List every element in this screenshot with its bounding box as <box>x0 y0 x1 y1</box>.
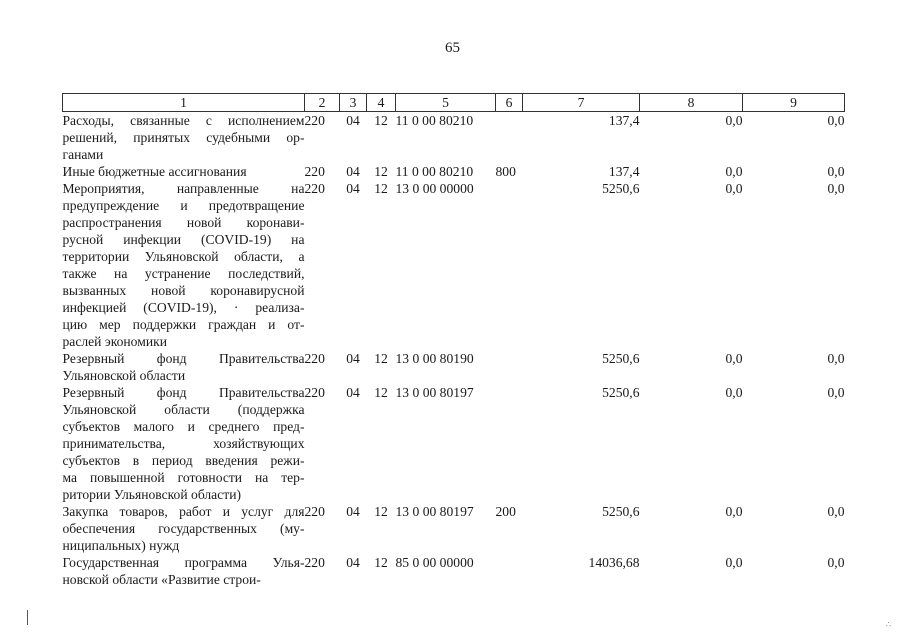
item-name-line: Государственная программа Улья- <box>62 555 305 570</box>
item-name-line: ниципальных) нужд <box>62 538 180 553</box>
subsection-cell: 12 <box>374 555 388 570</box>
item-name-cell <box>63 350 305 384</box>
amount-col9-cell: 0,0 <box>827 555 845 570</box>
section-cell: 04 <box>346 555 360 570</box>
ministry-code-cell: 220 <box>304 351 325 366</box>
column-header-5: 5 <box>396 94 496 112</box>
section-cell: 04 <box>346 181 360 196</box>
item-name-cell <box>63 503 305 554</box>
item-name-line: русной инфекции (COVID-19) на <box>62 232 305 247</box>
table-row <box>63 554 845 588</box>
expense-type-cell: 800 <box>495 164 516 179</box>
page-number: 65 <box>445 40 460 56</box>
column-header-3: 3 <box>340 94 367 112</box>
item-name-line: ритории Ульяновской области) <box>62 487 241 502</box>
amount-col9-cell: 0,0 <box>827 113 845 128</box>
item-name-line: субъектов малого и среднего пред- <box>62 419 305 434</box>
corner-mark: ∴ <box>885 620 891 629</box>
section-cell: 04 <box>346 504 360 519</box>
table-row <box>63 112 845 164</box>
column-header-4: 4 <box>367 94 396 112</box>
item-name-line: предупреждение и предотвращение <box>62 198 305 213</box>
column-header-8: 8 <box>640 94 743 112</box>
amount-col8-cell: 0,0 <box>725 164 743 179</box>
amount-col8-cell: 0,0 <box>725 555 743 570</box>
target-article-cell: 85 0 00 00000 <box>395 555 474 570</box>
subsection-cell: 12 <box>374 164 388 179</box>
item-name-line: Ульяновской области (поддержка <box>62 402 305 417</box>
amount-col9-cell: 0,0 <box>827 385 845 400</box>
table-row <box>63 163 845 180</box>
item-name-line: Резервный фонд Правительства <box>62 385 305 400</box>
amount-col8-cell: 0,0 <box>725 113 743 128</box>
amount-col7-cell: 137,4 <box>608 113 640 128</box>
amount-col9-cell: 0,0 <box>827 181 845 196</box>
expense-type-cell <box>496 554 523 588</box>
amount-col8-cell: 0,0 <box>725 385 743 400</box>
expense-type-cell <box>496 350 523 384</box>
amount-col7-cell: 5250,6 <box>602 385 640 400</box>
table-row <box>63 384 845 503</box>
item-name-line: также на устранение последствий, <box>62 266 305 281</box>
table-row <box>63 180 845 350</box>
item-name-line: распространения новой коронави- <box>62 215 305 230</box>
expense-type-cell <box>496 180 523 350</box>
item-name-line: Резервный фонд Правительства <box>62 351 305 366</box>
item-name-line: решений, принятых судебными ор- <box>62 130 305 145</box>
table-body <box>63 112 845 589</box>
item-name-line: обеспечения государственных (му- <box>62 521 305 536</box>
section-cell: 04 <box>346 113 360 128</box>
ministry-code-cell: 220 <box>304 164 325 179</box>
expense-type-cell <box>496 384 523 503</box>
ministry-code-cell: 220 <box>304 113 325 128</box>
column-header-6: 6 <box>496 94 523 112</box>
item-name-line: ма повышенной готовности на тер- <box>62 470 305 485</box>
column-header-1: 1 <box>63 94 305 112</box>
item-name-line: субъектов в период введения режи- <box>62 453 305 468</box>
expense-type-cell: 200 <box>495 504 516 519</box>
amount-col8-cell: 0,0 <box>725 181 743 196</box>
amount-col9-cell: 0,0 <box>827 164 845 179</box>
expense-type-cell <box>496 112 523 164</box>
amount-col9-cell: 0,0 <box>827 351 845 366</box>
item-name-line: вызванных новой коронавирусной <box>62 283 305 298</box>
item-name-line: ганами <box>62 147 104 162</box>
item-name-line: территории Ульяновской области, а <box>62 249 305 264</box>
target-article-cell: 13 0 00 00000 <box>395 181 474 196</box>
target-article-cell: 13 0 00 80190 <box>395 351 474 366</box>
target-article-cell: 11 0 00 80210 <box>395 113 474 128</box>
subsection-cell: 12 <box>374 504 388 519</box>
target-article-cell: 11 0 00 80210 <box>395 164 474 179</box>
item-name-line: Мероприятия, направленные на <box>62 181 305 196</box>
item-name-cell <box>63 180 305 350</box>
target-article-cell: 13 0 00 80197 <box>395 504 474 519</box>
table-row <box>63 503 845 554</box>
section-cell: 04 <box>346 385 360 400</box>
item-name-line: Ульяновской области <box>62 368 186 383</box>
section-cell: 04 <box>346 351 360 366</box>
item-name-line: цию мер поддержки граждан и от- <box>62 317 305 332</box>
ministry-code-cell: 220 <box>304 181 325 196</box>
column-header-9: 9 <box>743 94 845 112</box>
item-name-line: новской области «Развитие строи- <box>62 572 261 587</box>
amount-col9-cell: 0,0 <box>827 504 845 519</box>
ministry-code-cell: 220 <box>304 504 325 519</box>
subsection-cell: 12 <box>374 351 388 366</box>
header-row <box>63 94 845 112</box>
item-name-cell <box>63 384 305 503</box>
subsection-cell: 12 <box>374 113 388 128</box>
item-name-cell <box>63 554 305 588</box>
item-name-cell <box>63 163 305 180</box>
table-row <box>63 350 845 384</box>
target-article-cell: 13 0 00 80197 <box>395 385 474 400</box>
ministry-code-cell: 220 <box>304 385 325 400</box>
item-name-line: Расходы, связанные с исполнением <box>62 113 305 128</box>
item-name-line: инфекцией (COVID-19), · реализа- <box>62 300 305 315</box>
section-cell: 04 <box>346 164 360 179</box>
amount-col8-cell: 0,0 <box>725 504 743 519</box>
item-name-line: Закупка товаров, работ и услуг для <box>62 504 305 519</box>
item-name-cell <box>63 112 305 164</box>
amount-col8-cell: 0,0 <box>725 351 743 366</box>
ministry-code-cell: 220 <box>304 555 325 570</box>
item-name-line: Иные бюджетные ассигнования <box>62 164 247 179</box>
amount-col7-cell: 137,4 <box>608 164 640 179</box>
subsection-cell: 12 <box>374 181 388 196</box>
column-header-7: 7 <box>523 94 640 112</box>
amount-col7-cell: 5250,6 <box>602 504 640 519</box>
amount-col7-cell: 14036,68 <box>588 555 640 570</box>
item-name-line: принимательства, хозяйствующих <box>62 436 305 451</box>
budget-table <box>62 93 845 588</box>
amount-col7-cell: 5250,6 <box>602 351 640 366</box>
subsection-cell: 12 <box>374 385 388 400</box>
item-name-line: раслей экономики <box>62 334 167 349</box>
amount-col7-cell: 5250,6 <box>602 181 640 196</box>
margin-mark <box>27 610 28 625</box>
column-header-2: 2 <box>305 94 340 112</box>
